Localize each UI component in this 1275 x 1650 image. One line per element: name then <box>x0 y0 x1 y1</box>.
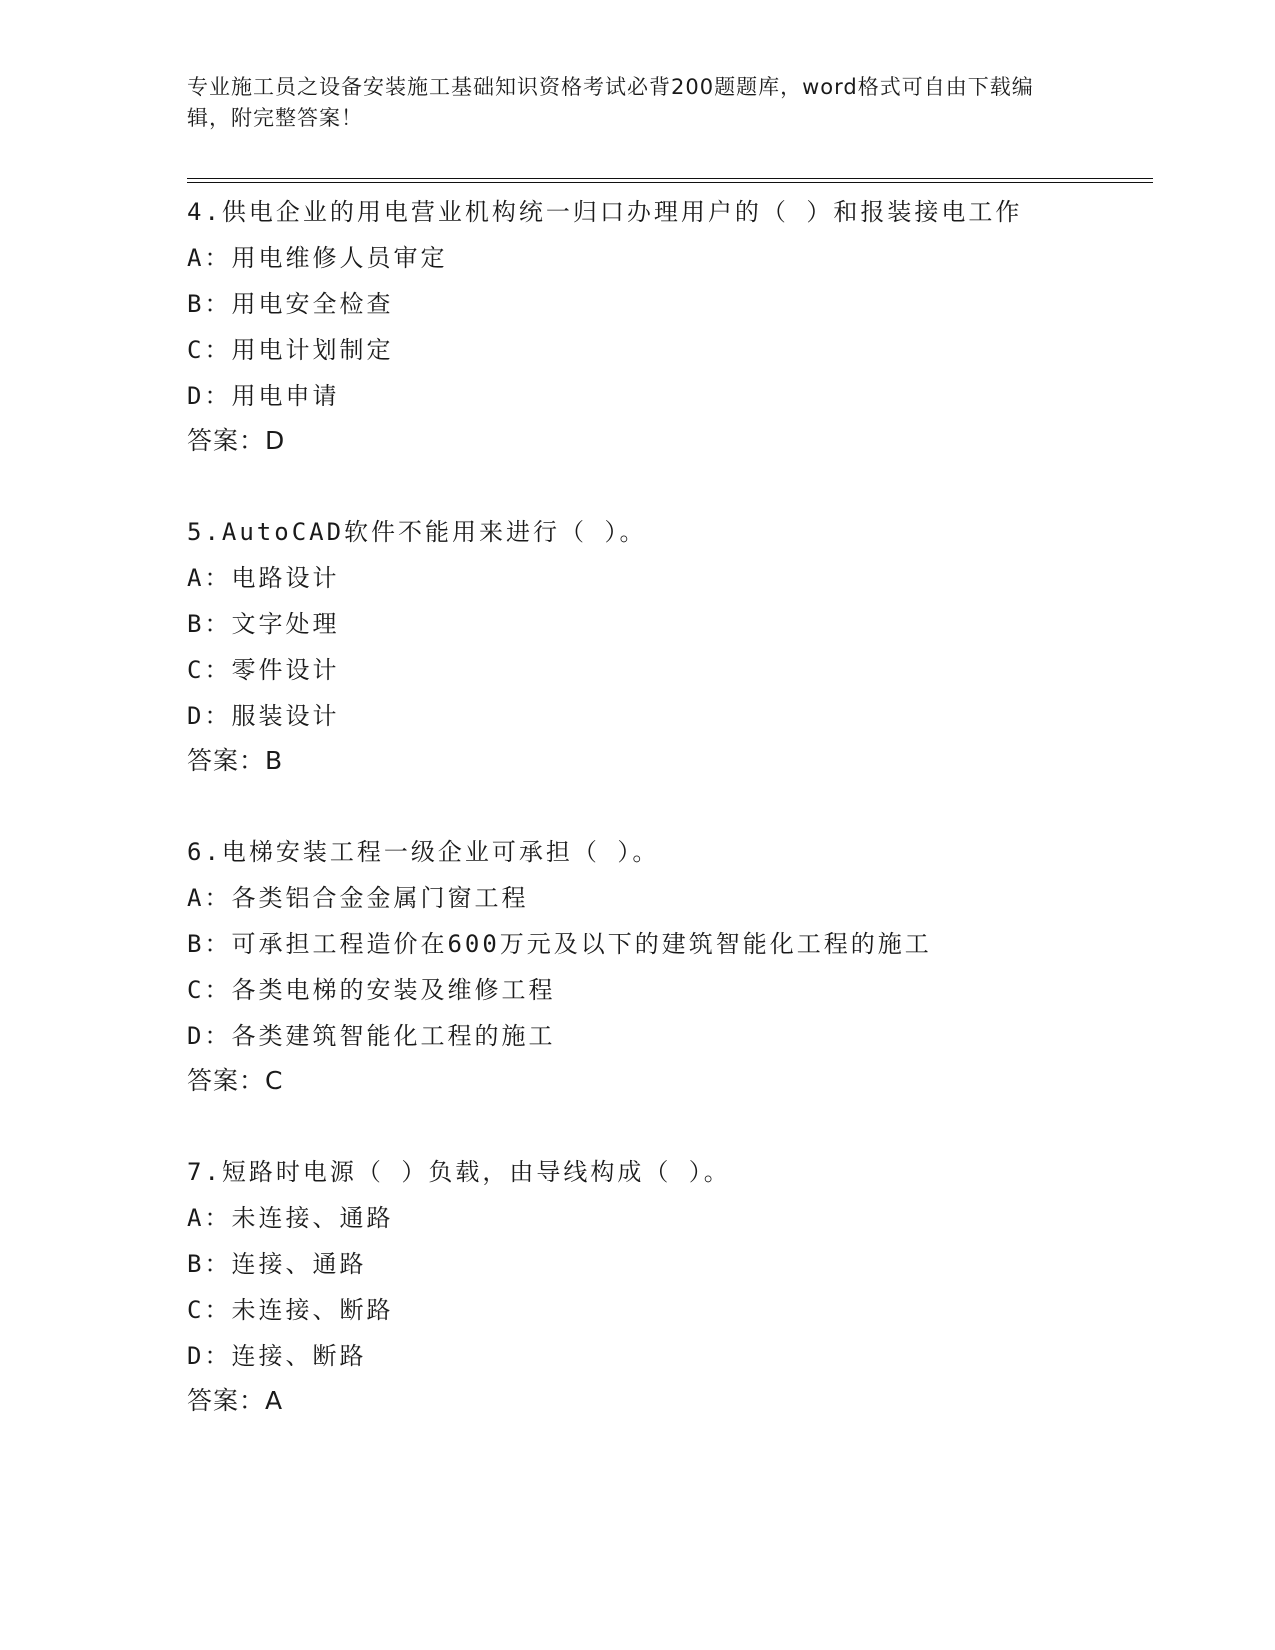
answer-line: 答案：A <box>187 1386 284 1415</box>
option-c: C：未连接、断路 <box>187 1296 394 1324</box>
question-stem: 7.短路时电源（ ）负载，由导线构成（ ）。 <box>187 1158 731 1186</box>
question-stem: 5.AutoCAD软件不能用来进行（ ）。 <box>187 518 647 546</box>
header-divider-top <box>187 178 1153 179</box>
answer-line: 答案：B <box>187 746 284 775</box>
option-d: D：连接、断路 <box>187 1342 367 1370</box>
option-a: A：用电维修人员审定 <box>187 244 448 272</box>
question-5 <box>187 510 1167 783</box>
option-b: B：文字处理 <box>187 610 340 638</box>
option-c: C：各类电梯的安装及维修工程 <box>187 976 556 1004</box>
option-a: A：未连接、通路 <box>187 1204 394 1232</box>
question-stem: 4.供电企业的用电营业机构统一归口办理用户的（ ）和报装接电工作 <box>187 198 1023 226</box>
question-stem: 6.电梯安装工程一级企业可承担（ ）。 <box>187 838 660 866</box>
header-divider-bottom <box>187 182 1153 183</box>
question-6 <box>187 830 1167 1103</box>
option-c: C：用电计划制定 <box>187 336 394 364</box>
option-b: B：可承担工程造价在600万元及以下的建筑智能化工程的施工 <box>187 930 932 958</box>
question-list <box>187 190 1167 1470</box>
option-d: D：各类建筑智能化工程的施工 <box>187 1022 556 1050</box>
option-d: D：用电申请 <box>187 382 340 410</box>
option-a: A：电路设计 <box>187 564 340 592</box>
option-b: B：连接、通路 <box>187 1250 367 1278</box>
question-7 <box>187 1150 1167 1423</box>
answer-line: 答案：D <box>187 426 286 455</box>
option-b: B：用电安全检查 <box>187 290 394 318</box>
question-4 <box>187 190 1167 463</box>
document-title: 专业施工员之设备安装施工基础知识资格考试必背200题题库，word格式可自由下载编辑，附完整答案！ <box>187 75 1034 130</box>
option-a: A：各类铝合金金属门窗工程 <box>187 884 529 912</box>
option-d: D：服装设计 <box>187 702 340 730</box>
answer-line: 答案：C <box>187 1066 284 1095</box>
option-c: C：零件设计 <box>187 656 340 684</box>
